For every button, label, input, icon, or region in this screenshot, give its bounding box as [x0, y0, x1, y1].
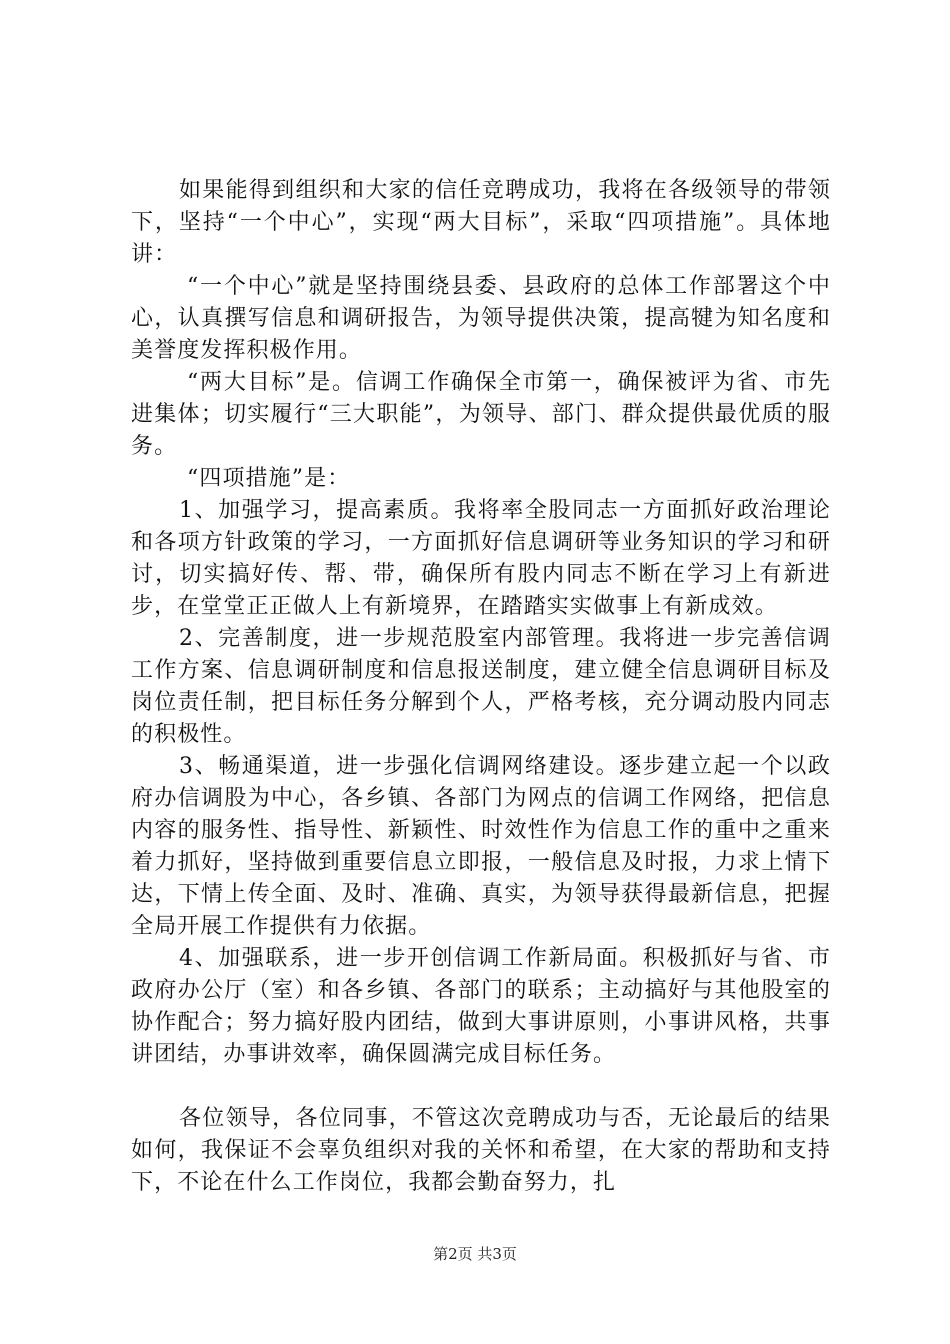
- paragraph-spacer: [131, 1071, 831, 1103]
- document-body: [131, 175, 831, 1199]
- measure-4-paragraph: 4、加强联系，进一步开创信调工作新局面。积极抓好与省、市政府办公厅（室）和各乡镇、各部门的联系；主动搞好与其他股室的协作配合；努力搞好股内团结，做到大事讲原则，小事讲风格，共事讲团结，办事讲效率，确保圆满完成目标任务。: [131, 946, 831, 1067]
- four-measures-heading: “四项措施”是：: [187, 466, 351, 491]
- measure-1-paragraph: 1、加强学习，提高素质。我将率全股同志一方面抓好政治理论和各项方针政策的学习，一方面抓好信息调研等业务知识的学习和研讨，切实搞好传、帮、带，确保所有股内同志不断在学习上有新进步，在堂堂正正做人上有新境界，在踏踏实实做事上有新成效。: [131, 498, 831, 619]
- measure-2-paragraph: 2、完善制度，进一步规范股室内部管理。我将进一步完善信调工作方案、信息调研制度和信息报送制度，建立健全信息调研目标及岗位责任制，把目标任务分解到个人，严格考核，充分调动股内同志的积极性。: [131, 626, 831, 747]
- measure-3-paragraph: 3、畅通渠道，进一步强化信调网络建设。逐步建立起一个以政府办信调股为中心，各乡镇、各部门为网点的信调工作网络，把信息内容的服务性、指导性、新颖性、时效性作为信息工作的重中之重来着力抓好，坚持做到重要信息立即报，一般信息及时报，力求上情下达，下情上传全面、及时、准确、真实，为领导获得最新信息，把握全局开展工作提供有力依据。: [131, 754, 831, 939]
- intro-paragraph: 如果能得到组织和大家的信任竞聘成功，我将在各级领导的带领下，坚持“一个中心”，实现“两大目标”，采取“四项措施”。具体地讲：: [131, 178, 831, 267]
- page-footer: 第2页 共3页: [433, 1245, 517, 1263]
- one-center-paragraph: “一个中心”就是坚持围绕县委、县政府的总体工作部署这个中心，认真撰写信息和调研报告，为领导提供决策，提高犍为知名度和美誉度发挥积极作用。: [131, 274, 831, 363]
- closing-paragraph: 各位领导，各位同事，不管这次竞聘成功与否，无论最后的结果如何，我保证不会辜负组织对我的关怀和希望，在大家的帮助和支持下，不论在什么工作岗位，我都会勤奋努力，扎: [131, 1106, 831, 1195]
- two-goals-paragraph: “两大目标”是。信调工作确保全市第一，确保被评为省、市先进集体；切实履行“三大职能”，为领导、部门、群众提供最优质的服务。: [131, 370, 831, 459]
